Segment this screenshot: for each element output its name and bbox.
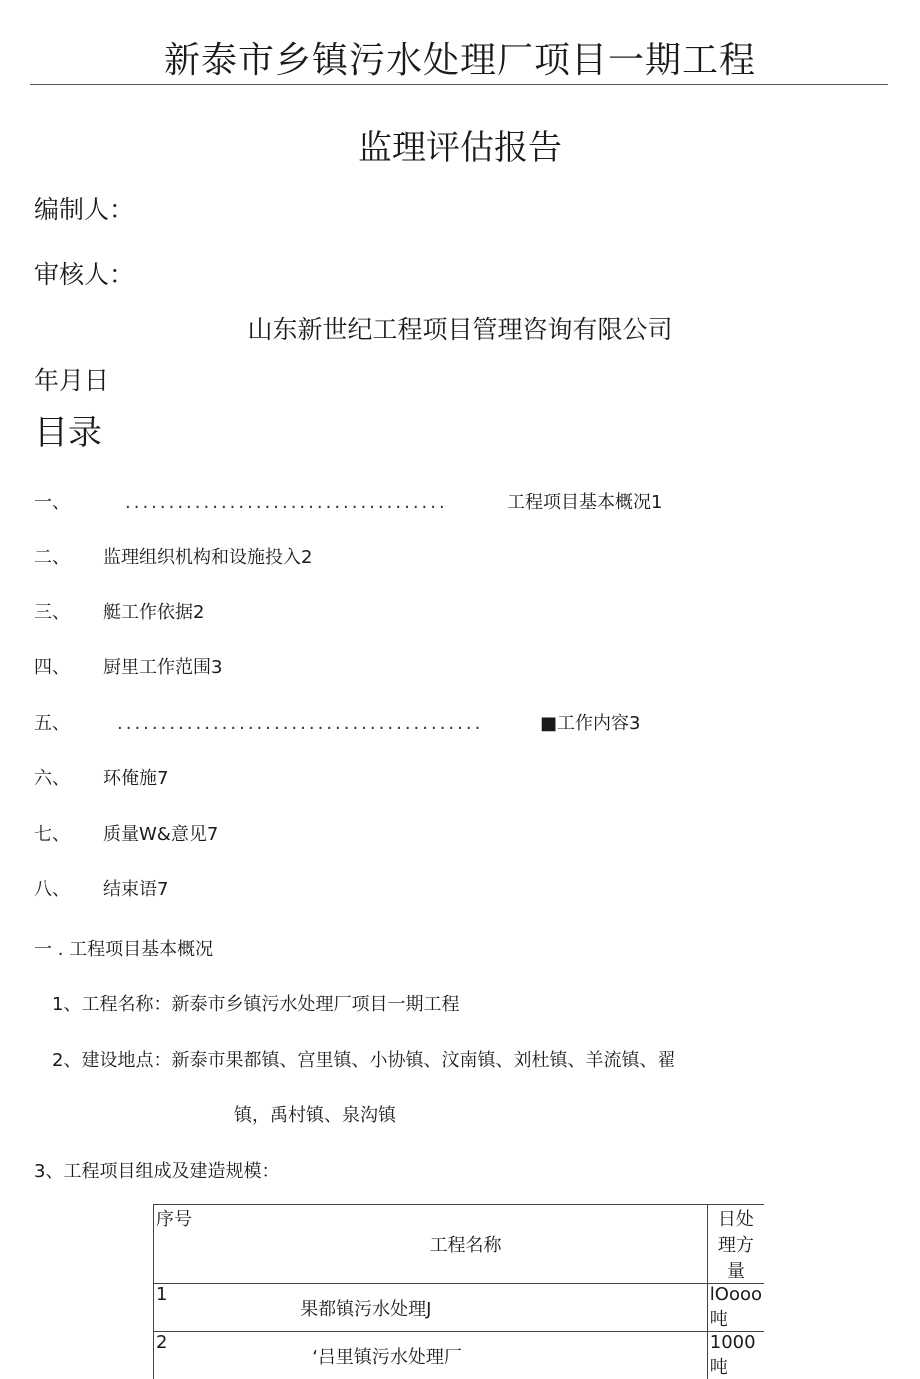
cell-capacity: lOooo吨 (707, 1284, 764, 1332)
toc-item-number: 七、 (34, 822, 70, 848)
table-row (154, 1284, 765, 1332)
toc-item-number: 五、 (34, 711, 70, 737)
header-cell-capacity: 日处理方量 (707, 1205, 764, 1284)
date-line: 年月日 (34, 364, 109, 398)
cell-index: 1 (154, 1284, 225, 1332)
toc-item-number: 三、 (34, 600, 70, 626)
header-cell-name: 工程名称 (224, 1205, 707, 1284)
header-cell-index: 序号 (154, 1205, 225, 1284)
toc-item-number: 四、 (34, 655, 70, 681)
toc-item-number: 八、 (34, 877, 70, 903)
title-divider (30, 84, 888, 85)
composition-line: 3、工程项目组成及建造规模： (34, 1159, 279, 1185)
cell-name: ‘吕里镇污水处理厂 (224, 1332, 707, 1379)
cell-name: 果都镇污水处理J (224, 1284, 707, 1332)
location-line: 2、建设地点：新泰市果都镇、宫里镇、小协镇、汶南镇、刘杜镇、羊流镇、翟 (52, 1048, 675, 1074)
toc-heading: 目录 (34, 410, 102, 456)
compiler-field: 编制人： (34, 193, 134, 227)
project-name-line: 1、工程名称：新泰市乡镇污水处理厂项目一期工程 (52, 992, 459, 1018)
toc-item-label[interactable]: 艇工作依据2 (103, 600, 204, 626)
reviewer-field: 审核人： (34, 258, 134, 292)
toc-item-label[interactable]: 质量W&意见7 (103, 822, 218, 848)
cell-index: 2 (154, 1332, 225, 1379)
project-scale-table (153, 1204, 764, 1379)
toc-item-label[interactable]: ■工作内容3 (540, 711, 640, 737)
toc-leader-dots: ..................................... (125, 490, 448, 516)
table-header-row (154, 1205, 765, 1284)
toc-item-number: 二、 (34, 545, 70, 571)
location-line-continued: 镇，禹村镇、泉沟镇 (234, 1103, 396, 1129)
document-subtitle: 监理评估报告 (0, 124, 920, 172)
toc-item-number: 一、 (34, 490, 70, 516)
table-row (154, 1332, 765, 1379)
toc-item-label[interactable]: 监理组织机构和设施投入2 (103, 545, 312, 571)
toc-item-label[interactable]: 环俺施7 (103, 766, 168, 792)
document-title: 新泰市乡镇污水处理厂项目一期工程 (0, 36, 920, 86)
toc-item-label[interactable]: 结束语7 (103, 877, 168, 903)
toc-leader-dots: .......................................... (117, 711, 483, 737)
toc-item-label[interactable]: 工程项目基本概况1 (507, 490, 662, 516)
section-heading: 一 . 工程项目基本概况 (34, 937, 213, 963)
cell-capacity: 1000 吨 (707, 1332, 764, 1379)
toc-item-label[interactable]: 厨里工作范围3 (103, 655, 222, 681)
toc-item-number: 六、 (34, 766, 70, 792)
company-name: 山东新世纪工程项目管理咨询有限公司 (0, 313, 920, 347)
